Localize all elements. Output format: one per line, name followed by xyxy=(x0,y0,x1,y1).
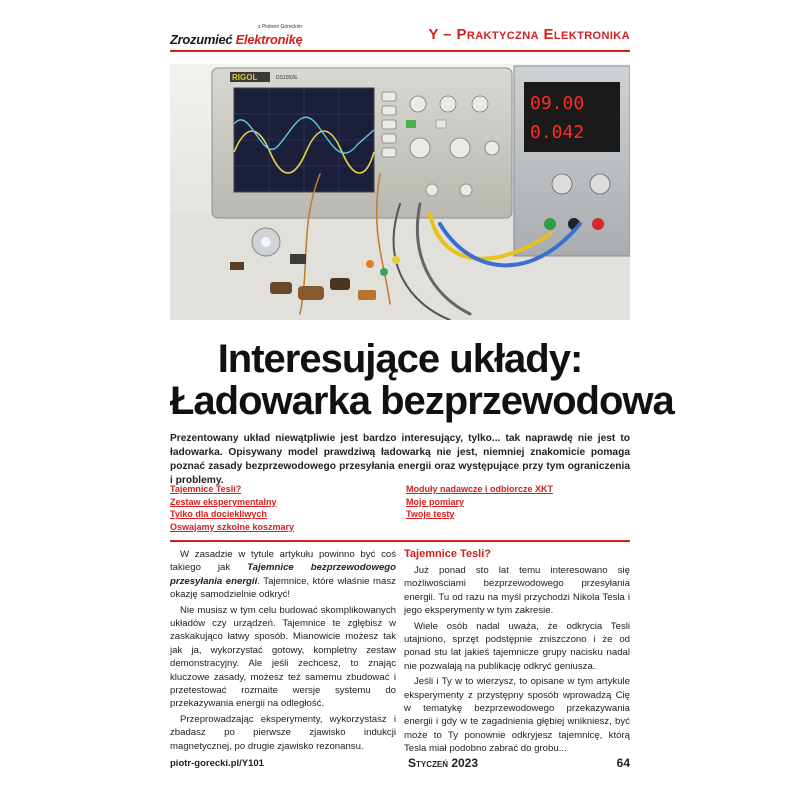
section-subheading: Tajemnice Tesli? xyxy=(404,548,492,560)
article-title xyxy=(170,337,674,423)
section-title-text: Y – Praktyczna Elektronika xyxy=(428,26,630,43)
footer-date-text: Styczeń 2023 xyxy=(408,756,479,770)
lab-bench-illustration xyxy=(170,64,630,320)
body-column-left xyxy=(170,548,396,755)
table-of-contents xyxy=(170,483,630,533)
title-line-2: Ładowarka bezprzewodowa xyxy=(170,379,674,423)
page-number: 64 xyxy=(616,756,630,770)
footer-date xyxy=(408,756,478,770)
paragraph-text: W zasadzie w tytule artykułu powinno być coś takiego jak xyxy=(170,549,396,574)
paragraph: Nie musisz w tym celu budować skomplikowanych układów czy urządzeń. Tajemnice te zgłębisz w zaskakująco łatwy sposób. Mianowicie możesz tak jak ja, wykorzystać gotowy, kompletny zestaw demonstracyjny. Ale jeśli zechcesz, to znając kluczowe zasady, możesz też samemu zbudować i przetestować rozmaite wersje systemu do przekazywania energii na odległość. xyxy=(170,604,396,710)
paragraph: Przeprowadzając eksperymenty, wykorzystasz i zbadasz po pierwsze zjawisko indukcji magnetycznej, po drugie zjawisko rezonansu. xyxy=(170,713,396,752)
toc-link-dociekliwych[interactable]: Tylko dla dociekliwych xyxy=(170,509,267,519)
article-photo xyxy=(170,64,630,320)
toc-link-koszmary[interactable]: Oswajamy szkolne koszmary xyxy=(170,521,295,532)
logo-word-1: Zrozumieć xyxy=(170,32,233,47)
header-divider xyxy=(170,50,630,52)
body-column-right xyxy=(404,548,630,758)
toc-link-moduly[interactable]: Moduły nadawcze i odbiorcze XKT xyxy=(406,484,554,494)
psu-current-display: 0.042 xyxy=(530,122,585,143)
emphasis-text: Tajemnice bezprzewodowego przesyłania energii xyxy=(170,562,397,587)
article-lead: Prezentowany układ niewątpliwie jest bardzo interesujący, tylko... tak naprawdę nie jest to ładowarka. Opisywany model prawdziwą ładowarką nie jest, niemniej znakomicie pomaga poznać zasady bezprzewodowego przesyłania energii oraz występujące przy tym ograniczenia i problemy. xyxy=(170,433,630,486)
page-header xyxy=(170,22,630,52)
paragraph: Wiele osób nadal uważa, że odkrycia Tesli utajniono, sprzęt podstępnie zniszczono i że od ponad stu lat jakieś tajemnicze grupy nacisku nadal nie pozwalają na publikację odkryć geniusza. xyxy=(404,620,630,672)
paragraph: Jeśli i Ty w to wierzysz, to opisane w tym artykule eksperymenty z przystępny sposób wprowadzą Cię w tematykę bezprzewodowego przekazywania energii i gdy w te zagadnienia głębiej wnikniesz, być może to Ty ponownie odkryjesz tajemnicę, którą Tesla miał podobno zabrać do grobu... xyxy=(404,676,630,755)
title-line-1: Interesujące układy: xyxy=(217,337,583,381)
toc-link-testy[interactable]: Twoje testy xyxy=(406,509,455,519)
toc-link-pomiary[interactable]: Moje pomiary xyxy=(406,496,465,507)
logo-wordmark xyxy=(170,32,302,47)
section-title xyxy=(428,26,630,43)
oscilloscope xyxy=(212,68,512,218)
toc-link-zestaw[interactable]: Zestaw eksperymentalny xyxy=(170,496,277,507)
logo-word-2: Elektronikę xyxy=(235,32,303,47)
magazine-logo xyxy=(170,24,320,50)
toc-divider xyxy=(170,540,630,542)
toc-right-column xyxy=(406,483,553,521)
oscilloscope-brand: RIGOL xyxy=(232,73,258,82)
psu-voltage-display: 09.00 xyxy=(530,93,585,114)
paragraph: Już ponad sto lat temu interesowano się możliwościami bezprzewodowego przesyłania energii. Tu od razu na myśl przychodzi Nikola Tesla i jego eksperymenty w tym zakresie. xyxy=(404,565,630,617)
paragraph xyxy=(170,548,396,602)
page-footer xyxy=(170,755,630,773)
toc-left-column xyxy=(170,483,294,533)
footer-url[interactable]: piotr-gorecki.pl/Y101 xyxy=(170,758,264,769)
paragraph-text: . Tajemnice, które właśnie masz okazję samodzielnie odkryć! xyxy=(170,575,396,601)
logo-subtitle: z Piotrem Góreckim xyxy=(258,24,302,30)
toc-link-tajemnice-tesli[interactable]: Tajemnice Tesli? xyxy=(170,484,242,494)
oscilloscope-model: DS1052E xyxy=(276,75,298,81)
power-supply xyxy=(514,66,630,256)
